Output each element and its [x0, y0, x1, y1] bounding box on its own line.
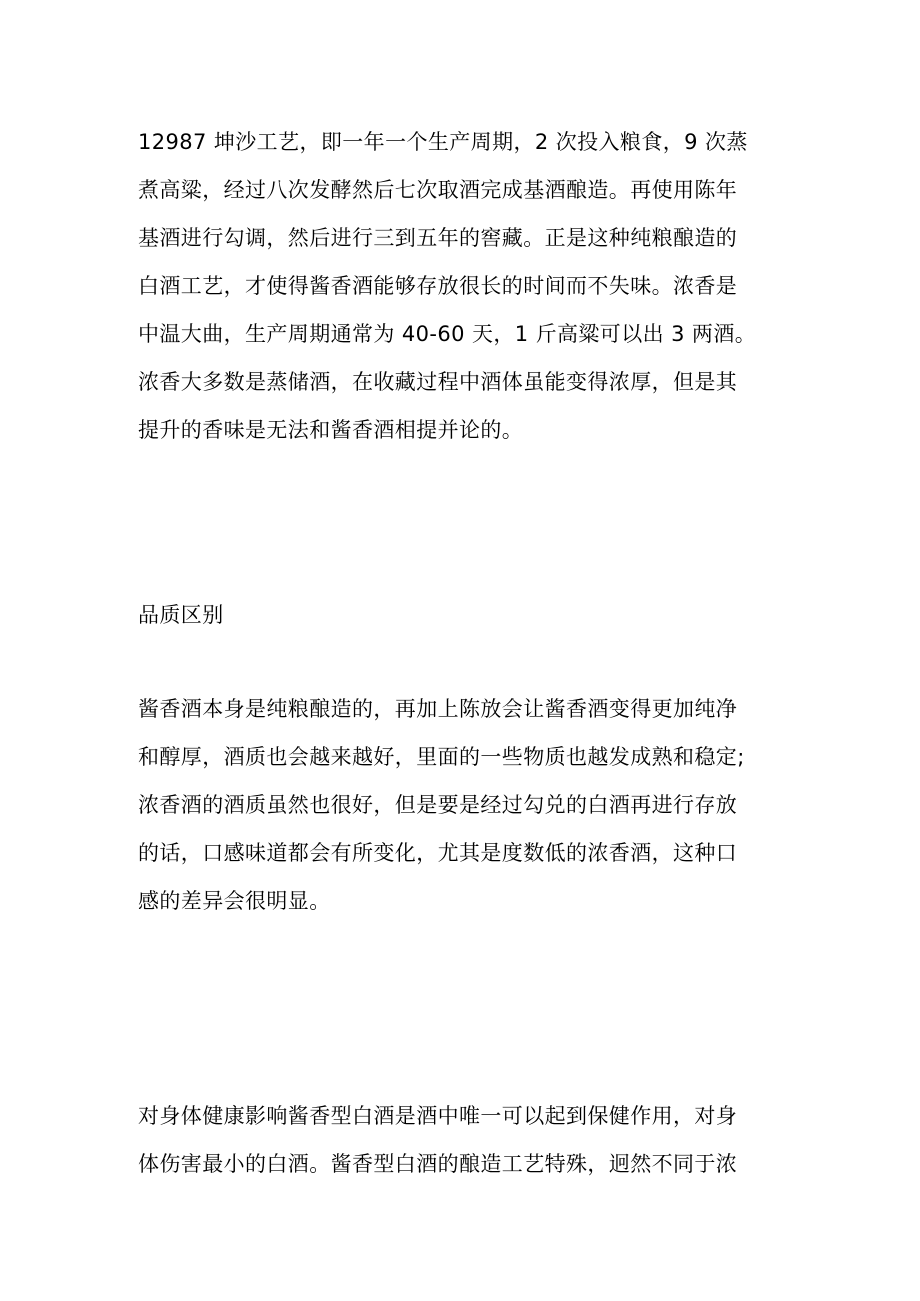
text-line: 浓香大多数是蒸储酒，在收藏过程中酒体虽能变得浓厚，但是其: [138, 370, 738, 394]
text-line: 白酒工艺，才使得酱香酒能够存放很长的时间而不失味。浓香是: [138, 274, 738, 298]
text-line: 的话，口感味道都会有所变化，尤其是度数低的浓香酒，这种口: [138, 841, 738, 865]
text-line: 12987 坤沙工艺，即一年一个生产周期，2 次投入粮食，9 次蒸: [138, 130, 748, 154]
text-line: 提升的香味是无法和酱香酒相提并论的。: [138, 418, 524, 442]
text-line: 酱香酒本身是纯粮酿造的，再加上陈放会让酱香酒变得更加纯净: [138, 697, 738, 721]
paragraph-process: [138, 118, 788, 454]
text-line: 浓香酒的酒质虽然也很好，但是要是经过勾兑的白酒再进行存放: [138, 793, 738, 817]
text-line: 中温大曲，生产周期通常为 40-60 天，1 斤高粱可以出 3 两酒。: [138, 322, 757, 346]
text-line: 感的差异会很明显。: [138, 889, 331, 913]
section-heading-quality: 品质区别: [138, 603, 224, 627]
text-line: 基酒进行勾调，然后进行三到五年的窖藏。正是这种纯粮酿造的: [138, 226, 738, 250]
paragraph-quality: [138, 685, 788, 925]
text-line: 煮高粱，经过八次发酵然后七次取酒完成基酒酿造。再使用陈年: [138, 178, 738, 202]
text-line: 和醇厚，酒质也会越来越好，里面的一些物质也越发成熟和稳定;: [138, 745, 745, 769]
text-line: 对身体健康影响酱香型白酒是酒中唯一可以起到保健作用，对身: [138, 1104, 738, 1128]
paragraph-health: [138, 1092, 788, 1188]
text-line: 体伤害最小的白酒。酱香型白酒的酿造工艺特殊，迥然不同于浓: [138, 1152, 738, 1176]
